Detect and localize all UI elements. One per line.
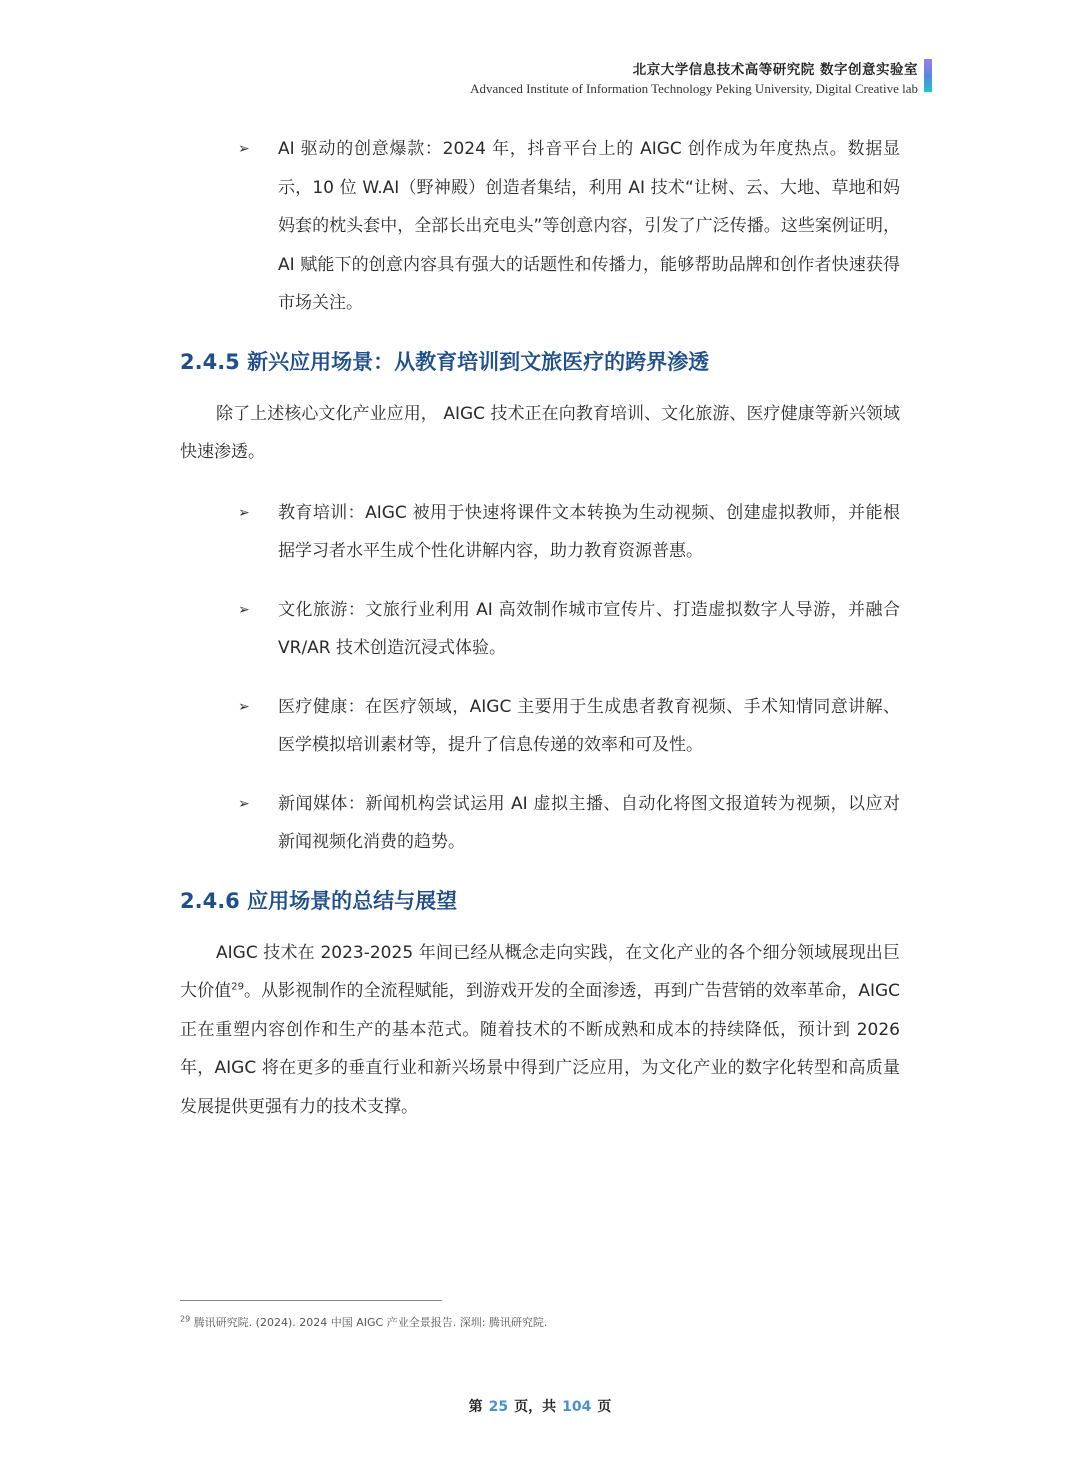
bullet-text: AI 驱动的创意爆款：2024 年，抖音平台上的 AIGC 创作成为年度热点。数据显示，10 位 W.AI（野神殿）创造者集结，利用 AI 技术“让树、云、大地、草地和妈妈套的枕头套中，全部长出充电头”等创意内容，引发了广泛传播。这些案例证明，AI 赋能下的创意内容具有强大的话题性和传播力，能够帮助品牌和创作者快速获得市场关注。 (278, 139, 900, 313)
page-middle: 页，共 (514, 1399, 557, 1415)
summary-text-part1: AIGC 技术在 2023-2025 年间已经从概念走向实践，在文化产业的各个细分领域展现出巨大价值 (180, 942, 900, 1001)
section-heading-2-4-5: 2.4.5 新兴应用场景：从教育培训到文旅医疗的跨界渗透 (180, 349, 710, 374)
footnote (180, 1314, 547, 1330)
page-header (470, 60, 918, 98)
footnote-number: 29 (180, 1314, 191, 1324)
section-heading-2-4-6: 2.4.6 应用场景的总结与展望 (180, 888, 458, 913)
header-accent-bar (924, 59, 932, 92)
list-item (180, 688, 900, 765)
footnote-reference[interactable]: 29 (231, 981, 244, 993)
header-title-cn: 北京大学信息技术高等研究院 数字创意实验室 (632, 62, 918, 78)
current-page: 25 (488, 1399, 509, 1415)
arrow-bullet-icon: ➢ (238, 504, 250, 521)
bullet-text: 文化旅游：文旅行业利用 AI 高效制作城市宣传片、打造虚拟数字人导游，并融合 VR/AR 技术创造沉浸式体验。 (278, 599, 900, 658)
list-item (180, 130, 900, 323)
arrow-bullet-icon: ➢ (238, 698, 250, 715)
bullet-text: 医疗健康：在医疗领域，AIGC 主要用于生成患者教育视频、手术知情同意讲解、医学模拟培训素材等，提升了信息传递的效率和可及性。 (278, 696, 900, 755)
total-pages: 104 (562, 1399, 592, 1415)
summary-paragraph (180, 934, 900, 1127)
page-suffix: 页 (597, 1399, 612, 1415)
main-content (180, 130, 900, 1148)
footnote-text: 腾讯研究院. (2024). 2024 中国 AIGC 产业全景报告. 深圳: 腾讯研究院. (193, 1316, 548, 1329)
arrow-bullet-icon: ➢ (238, 141, 250, 157)
section-intro: 除了上述核心文化产业应用， AIGC 技术正在向教育培训、文化旅游、医疗健康等新兴领域快速渗透。 (180, 403, 900, 462)
header-title-en: Advanced Institute of Information Technology Peking University, Digital Creative lab (470, 81, 918, 96)
list-item (180, 494, 900, 571)
arrow-bullet-icon: ➢ (238, 795, 250, 812)
page-number (0, 1396, 1080, 1416)
bullet-text: 新闻媒体：新闻机构尝试运用 AI 虚拟主播、自动化将图文报道转为视频，以应对新闻视频化消费的趋势。 (278, 793, 900, 852)
list-item (180, 591, 900, 668)
arrow-bullet-icon: ➢ (238, 601, 250, 618)
list-item (180, 785, 900, 862)
page-prefix: 第 (468, 1399, 483, 1415)
summary-text-part2: 。从影视制作的全流程赋能，到游戏开发的全面渗透，再到广告营销的效率革命，AIGC 正在重塑内容创作和生产的基本范式。随着技术的不断成熟和成本的持续降低，预计到 2026 年，AIGC 将在更多的垂直行业和新兴场景中得到广泛应用，为文化产业的数字化转型和高质量发展提供更强有力的技术支撑。 (180, 981, 901, 1117)
bullet-text: 教育培训：AIGC 被用于快速将课件文本转换为生动视频、创建虚拟教师，并能根据学习者水平生成个性化讲解内容，助力教育资源普惠。 (278, 502, 900, 561)
footnote-divider (180, 1300, 442, 1301)
